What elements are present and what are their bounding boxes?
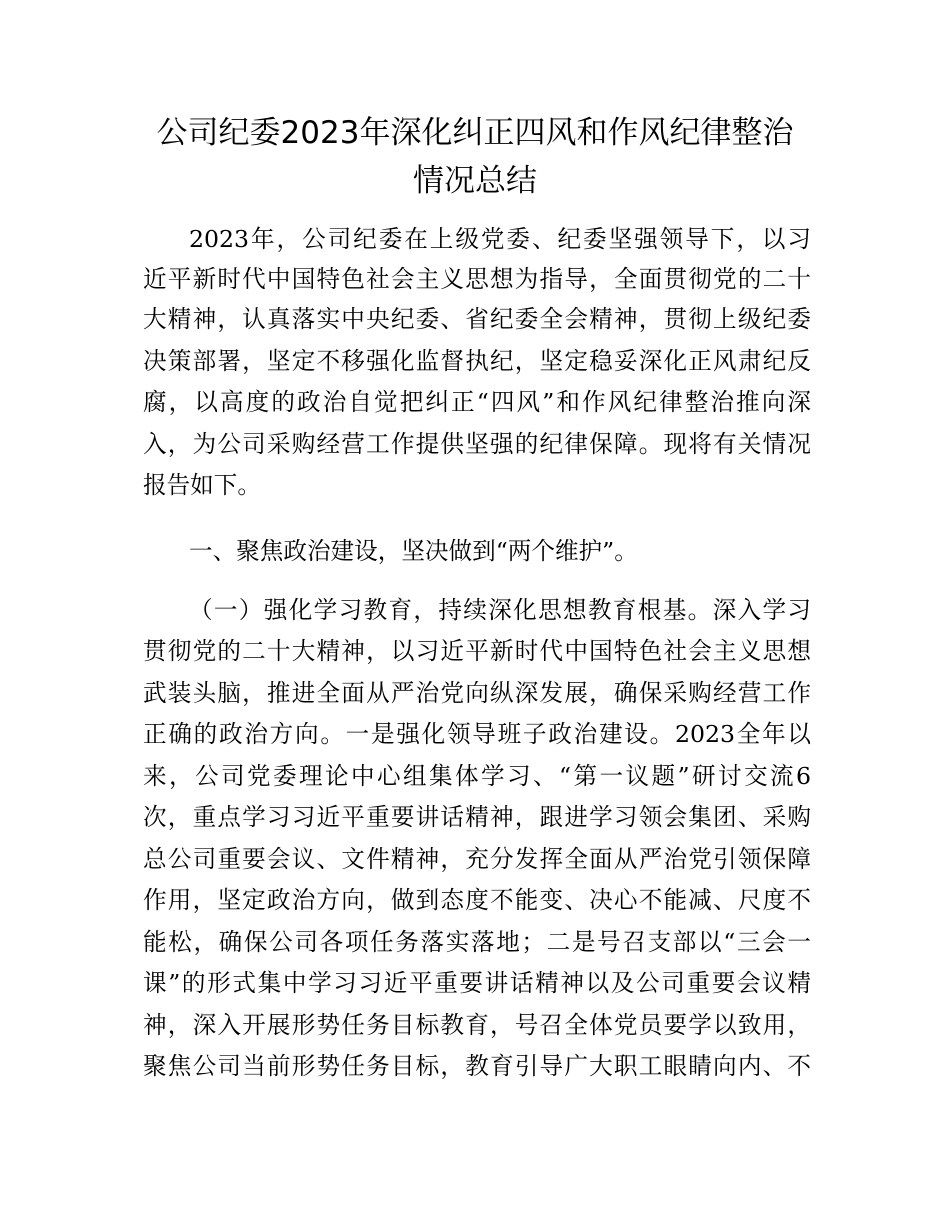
body-line-18: 课”的形式集中学习习近平重要讲话精神以及公司重要会议精 bbox=[143, 969, 811, 997]
body-line-2: 近平新时代中国特色社会主义思想为指导，全面贯彻党的二十 bbox=[143, 265, 811, 293]
body-line-20: 聚焦公司当前形势任务目标，教育引导广大职工眼睛向内、不 bbox=[143, 1052, 811, 1080]
body-line-4: 决策部署，坚定不移强化监督执纪，坚定稳妥深化正风肃纪反 bbox=[143, 347, 811, 375]
body-line-5: 腐，以高度的政治自觉把纠正“四风”和作风纪律整治推向深 bbox=[143, 388, 811, 416]
body-line-13: 来，公司党委理论中心组集体学习、“第一议题”研讨交流6 bbox=[143, 762, 811, 790]
body-line-19: 神，深入开展形势任务目标教育，号召全体党员要学以致用， bbox=[143, 1011, 811, 1039]
document-title-line-1: 公司纪委2023年深化纠正四风和作风纪律整治 bbox=[156, 115, 794, 151]
body-line-14: 次，重点学习习近平重要讲话精神，跟进学习领会集团、采购 bbox=[143, 803, 811, 831]
body-line-6: 入，为公司采购经营工作提供坚强的纪律保障。现将有关情况 bbox=[143, 430, 811, 458]
body-line-15: 总公司重要会议、文件精神，充分发挥全面从严治党引领保障 bbox=[143, 845, 811, 873]
body-line-16: 作用，坚定政治方向，做到态度不能变、决心不能减、尺度不 bbox=[143, 886, 811, 914]
body-line-3: 大精神，认真落实中央纪委、省纪委全会精神，贯彻上级纪委 bbox=[143, 305, 811, 333]
body-line-11: 武装头脑，推进全面从严治党向纵深发展，确保采购经营工作 bbox=[143, 679, 811, 707]
body-line-17: 能松，确保公司各项任务落实落地；二是号召支部以“三会一 bbox=[143, 928, 811, 956]
body-line-10: 贯彻党的二十大精神，以习近平新时代中国特色社会主义思想 bbox=[143, 637, 811, 665]
body-line-1: 2023年，公司纪委在上级党委、纪委坚强领导下，以习 bbox=[189, 225, 811, 253]
body-line-9: （一）强化学习教育，持续深化思想教育根基。深入学习 bbox=[189, 596, 811, 624]
body-line-12: 正确的政治方向。一是强化领导班子政治建设。2023全年以 bbox=[143, 720, 811, 748]
body-line-7: 报告如下。 bbox=[143, 471, 261, 499]
document-title-line-2: 情况总结 bbox=[413, 163, 537, 199]
section-heading-1: 一、聚焦政治建设，坚决做到“两个维护”。 bbox=[189, 537, 638, 565]
